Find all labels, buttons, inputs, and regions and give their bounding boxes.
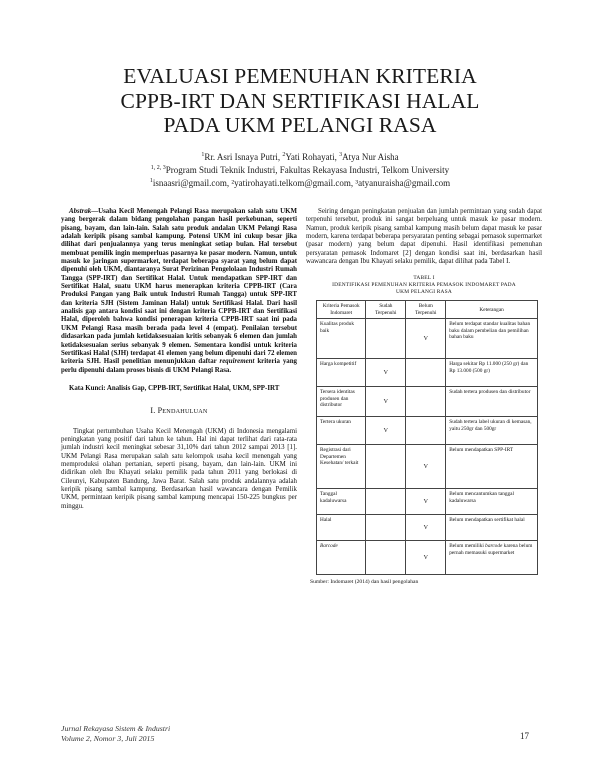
right-column <box>306 208 542 587</box>
abstract-label: Abstrak <box>69 208 92 215</box>
header-sudah: Sudah Terpenuhi <box>366 301 406 319</box>
journal-volume: Volume 2, Nomor 3, Juli 2015 <box>61 733 155 743</box>
paper-title <box>60 64 540 138</box>
introduction-text <box>61 428 297 511</box>
table-row: Tanggal kadaluwarsa V Belum mencantumkan tanggal kadaluwarsa <box>317 489 538 515</box>
intro-paragraph: Tingkat pertumbuhan Usaha Kecil Menengah (UKM) di Indonesia mengalami peningkatan yang positif dari tahun ke tahun. Hal ini dapat terlihat dari rata-rata jumlah industri kecil meningkat sebesar 31,10% dari tahun 2012 sampai 2013 [1]. UKM Pelangi Rasa merupakan salah satu kelompok usaha kecil menengah yang memproduksi olahan pertanian, seperti pisang, bayam, dan lain-lain. UKM ini didirikan oleh Ibu Khayati selaku pemilik pada tahun 2011 yang berlokasi di Cileunyi, Kabupaten Bandung, Jawa Barat. Salah satu produk andalannya adalah keripik pisang sambal kampung. Berdasarkan hasil wawancara dengan Pemilik UKM, permintaan keripik pisang sambal kampung mencapai 150-225 bungkus per minggu. <box>61 427 297 510</box>
table-row: Tertera ukuran V Sudah tertera label ukuran di kemasan, yaitu 250gr dan 500gr <box>317 417 538 445</box>
right-paragraph: Seiring dengan peningkatan penjualan dan jumlah permintaan yang sudah dapat terpenuhi tersebut, produk ini sangat berpeluang untuk masuk ke pasar modern. Namun, produk keripik pisang sambal kampung masih belum dapat masuk ke pasar modern, karena terdapat beberapa persyaratan penting sebagai pemasok supermarket (pasar modern) yang belum dapat dipenuhi. Hasil identifikasi pemenuhan persyaratan pemasok Indomaret [2] dengan kondisi saat ini, berdasarkan hasil wawancara dengan Ibu Khayati selaku pemilik, dapat dilihat pada Tabel I. <box>306 208 542 266</box>
table-row: Tersera identitas produsen dan distributor V Sudah tertera produsen dan distributor <box>317 387 538 417</box>
keywords: Kata Kunci: Analisis Gap, CPPB-IRT, Sertifikat Halal, UKM, SPP-IRT <box>69 384 280 392</box>
abstract: Abstrak—Usaha Kecil Menengah Pelangi Rasa merupakan salah satu UKM yang bergerak dalam bidang pengolahan pangan hasil perkebunan, seperti pisang, bayam, dan lain-lain. Salah satu produk andalan UKM Pelangi Rasa adalah keripik pisang sambal kampung. Potensi UKM ini cukup besar jika dilihat dari penjualannya yang terus meningkat setiap bulan. Hal tersebut membuat pemilik ingin memperluas pasarnya ke pasar modern. Namun, untuk masuk ke jaringan supermarket, terdapat beberapa syarat yang belum dapat dipenuhi oleh UKM, diantaranya Surat Perizinan Pengelolaan Industri Rumah Tangga (SPP-IRT) dan Sertifikat Halal. Untuk mendapatkan SPP-IRT dan Sertifikat Halal, suatu UKM harus menerapkan kriteria CPPB-IRT (Cara Produksi Pangan yang Baik untuk Industri Rumah Tangga) untuk SPP-IRT dan kriteria SJH (Sistem Jaminan Halal) untuk Sertifikasi Halal. Dari hasil analisis gap antara kondisi saat ini dengan kriteria CPPB-IRT dan Sertifikasi Halal, diperoleh bahwa kondisi penerapan kriteria CPPB-IRT saat ini pada UKM Pelangi Rasa masih berada pada level 4 (empat). Penilaian tersebut didasarkan pada jumlah ketidaksesuaian kritis sebanyak 6 elemen dan jumlah ketidaksesuaian serius sebanyak 9 elemen. Sementara kondisi untuk kriteria Sertifikasi Halal (SJH) terdapat 41 elemen yang belum dipenuhi dari 72 elemen kriteria SJH. Hasil penelitian menunjukkan daftar requirement kriteria yang perlu dipenuhi dalam proses bisnis di UKM Pelangi Rasa. <box>61 208 297 374</box>
header-criteria: Kriteria Pemasok Indomaret <box>317 301 366 319</box>
table-row: Kualitas produk baik V Belum terdapat standar kualitas bahan baku dalam pembelian dan pemilihan bahan baku <box>317 319 538 359</box>
journal-name: Jurnal Rekayasa Sistem & Industri <box>61 724 171 733</box>
table-header-row <box>317 301 538 319</box>
title-line-1: EVALUASI PEMENUHAN KRITERIA <box>123 64 477 88</box>
title-line-2: CPPB-IRT DAN SERTIFIKASI HALAL <box>120 88 480 113</box>
author-emails: $^1$isnaasri@gmail.com, ²yatirohayati.telkom@gmail.com, ³atyanuraisha@gmail.com <box>149 178 451 188</box>
table-row: Halal V Belum mendapatkan sertifikat halal <box>317 515 538 541</box>
journal-footer <box>61 724 170 743</box>
author-names: $^1$Rr. Asri Isnaya Putri, $^2$Yati Rohayati, $^3$Atya Nur Aisha <box>201 152 399 162</box>
title-line-3: PADA UKM PELANGI RASA <box>163 113 437 137</box>
header-keterangan: Keterangan <box>446 301 538 319</box>
table-row: Harga kompetitif V Harga sekitar Rp 11.000 (250 gr) dan Rp 13.000 (500 gr) <box>317 359 538 387</box>
table-source: Sumber: Indomaret (2014) dan hasil pengolahan <box>310 579 419 586</box>
table-row: Barcode V Belum memiliki barcode karena belum pernah memasuki supermarket <box>317 541 538 575</box>
header-belum: Belum Terpenuhi <box>406 301 446 319</box>
author-block <box>100 150 500 189</box>
criteria-table <box>316 300 538 575</box>
section-heading-introduction: I. PENDAHULUAN <box>150 406 208 416</box>
page-number: 17 <box>520 731 529 741</box>
table-caption: TABEL I IDENTIFIKASI PEMENUHAN KRITERIA PEMASOK INDOMARET PADA UKM PELANGI RASA <box>332 275 516 296</box>
author-affiliation: $^{1, 2, 3}$Program Studi Teknik Industri, Fakultas Rekayasa Industri, Telkom University <box>150 165 450 175</box>
table-row: Registrasi dari Departemen Kesehatan/ terkait V Belum mendapatkan SPP-IRT <box>317 445 538 489</box>
left-column <box>61 208 297 511</box>
right-text <box>306 208 542 266</box>
